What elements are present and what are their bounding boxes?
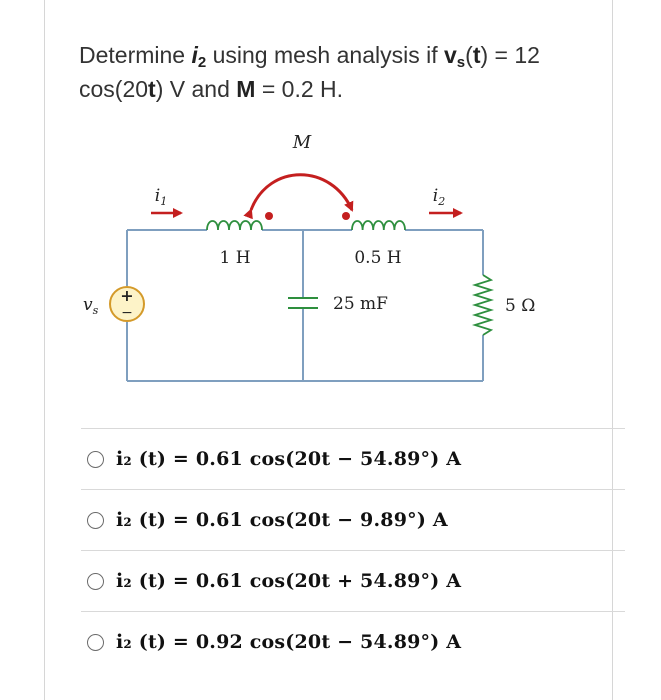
capacitor xyxy=(288,298,318,308)
i1-label: $i_1$ xyxy=(154,186,168,208)
inductor-2-value: 0.5 H xyxy=(354,248,402,268)
source-minus-sign: − xyxy=(121,305,133,321)
radio-button-1[interactable] xyxy=(87,451,104,468)
answer-option-1-label: i₂ (t) = 0.61 cos(20t − 54.89°) A xyxy=(116,448,462,470)
radio-button-3[interactable] xyxy=(87,573,104,590)
polarity-dot-1 xyxy=(265,212,273,220)
circuit-wires xyxy=(127,230,483,381)
polarity-dot-2 xyxy=(342,212,350,220)
source-plus-sign: + xyxy=(120,286,134,305)
radio-button-4[interactable] xyxy=(87,634,104,651)
inductor-1 xyxy=(207,221,262,230)
mutual-label: M xyxy=(292,132,312,153)
vs-variable: $v_s$ xyxy=(444,42,466,71)
inductor-2 xyxy=(352,221,405,230)
answer-option-1[interactable] xyxy=(81,428,625,489)
question-card xyxy=(44,0,613,700)
vs-label: $v_s$ xyxy=(83,295,99,317)
answer-option-3[interactable] xyxy=(81,550,625,611)
answer-option-2-label: i₂ (t) = 0.61 cos(20t − 9.89°) A xyxy=(116,509,448,531)
radio-button-2[interactable] xyxy=(87,512,104,529)
question-text: Determine $i_2$ using mesh analysis if $v_s(t) = 12$ cos(20t) V and M = 0.2 H. xyxy=(79,42,540,102)
mutual-coupling-arrow xyxy=(251,175,352,210)
circuit-diagram xyxy=(69,118,569,408)
i2-label: $i_2$ xyxy=(432,186,446,208)
answer-option-4[interactable] xyxy=(81,611,625,672)
answer-options xyxy=(81,428,625,672)
answer-option-4-label: i₂ (t) = 0.92 cos(20t − 54.89°) A xyxy=(116,631,462,653)
answer-option-2[interactable] xyxy=(81,489,625,550)
capacitor-value: 25 mF xyxy=(333,294,388,314)
inductor-1-value: 1 H xyxy=(219,248,251,268)
resistor xyxy=(475,275,491,335)
answer-option-3-label: i₂ (t) = 0.61 cos(20t + 54.89°) A xyxy=(116,570,462,592)
resistor-value: 5 Ω xyxy=(505,296,536,316)
i2-variable: $i_2$ xyxy=(191,42,207,71)
